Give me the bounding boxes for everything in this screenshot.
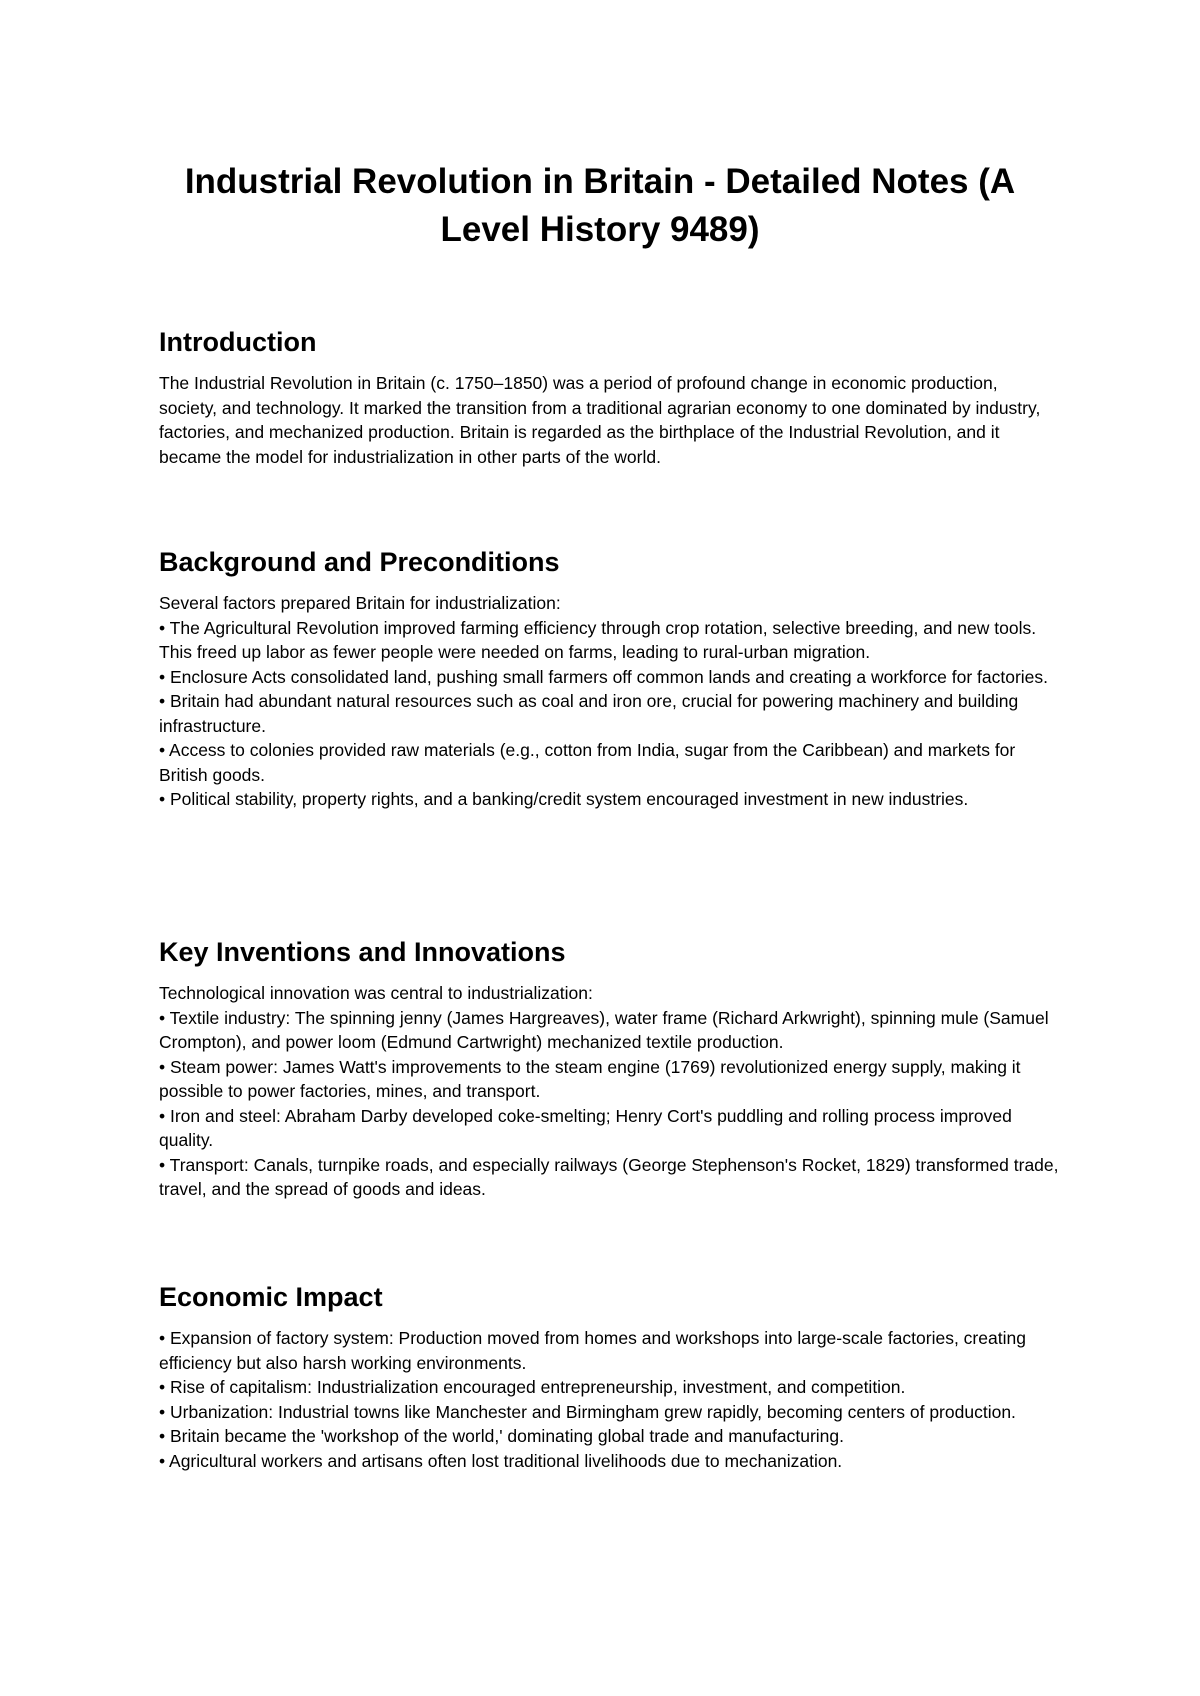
paragraph: Several factors prepared Britain for industrialization: [159,593,561,613]
section-key-inventions [159,935,1059,1202]
bullet-item: • The Agricultural Revolution improved farming efficiency through crop rotation, selective breeding, and new tools. This freed up labor as fewer people were needed on farms, leading to rural-urban migration. [159,617,1037,662]
bullet-item: • Steam power: James Watt's improvements to the steam engine (1769) revolutionized energy supply, making it possible to power factories, mines, and transport. [159,1056,1021,1101]
paragraph: Technological innovation was central to industrialization: [159,983,593,1003]
bullet-item: • Britain had abundant natural resources such as coal and iron ore, crucial for powering machinery and building infrastructure. [159,691,1019,736]
document-title: Industrial Revolution in Britain - Detailed Notes (A Level History 9489) [184,162,1016,249]
section-background-and-preconditions [159,545,1059,812]
bullet-item: • Political stability, property rights, and a banking/credit system encouraged investment in new industries. [159,789,969,809]
section-introduction [159,325,1059,469]
bullet-item: • Britain became the 'workshop of the world,' dominating global trade and manufacturing. [159,1426,845,1446]
section-body [159,1326,1059,1473]
bullet-item: • Iron and steel: Abraham Darby developed coke-smelting; Henry Cort's puddling and rolling process improved quality. [159,1105,1012,1150]
bullet-item: • Urbanization: Industrial towns like Manchester and Birmingham grew rapidly, becoming centers of production. [159,1401,1016,1422]
bullet-item: • Transport: Canals, turnpike roads, and especially railways (George Stephenson's Rocket, 1829) transformed trade, travel, and the spread of goods and ideas. [159,1154,1059,1199]
section-heading: Key Inventions and Innovations [159,937,566,967]
section-body [159,371,1059,469]
bullet-item: • Enclosure Acts consolidated land, pushing small farmers off common lands and creating a workforce for factories. [159,666,1049,687]
bullet-item: • Rise of capitalism: Industrialization encouraged entrepreneurship, investment, and competition. [159,1377,906,1397]
section-heading: Economic Impact [159,1282,383,1312]
paragraph: The Industrial Revolution in Britain (c. 1750–1850) was a period of profound change in economic production, society, and technology. It marked the transition from a traditional agrarian economy to one dominated by industry, factories, and mechanized production. Britain is regarded as the birthplace of the Industrial Revolution, and it became the model for industrialization in other parts of the world. [159,373,1041,467]
section-body [159,591,1059,812]
section-body [159,981,1059,1202]
section-economic-impact [159,1280,1059,1473]
bullet-item: • Expansion of factory system: Production moved from homes and workshops into large-scale factories, creating efficiency but also harsh working environments. [159,1328,1026,1373]
section-heading: Background and Preconditions [159,547,560,577]
bullet-item: • Agricultural workers and artisans often lost traditional livelihoods due to mechanization. [159,1450,843,1471]
section-heading: Introduction [159,327,317,357]
bullet-item: • Access to colonies provided raw materials (e.g., cotton from India, sugar from the Caribbean) and markets for British goods. [159,740,1016,785]
bullet-item: • Textile industry: The spinning jenny (James Hargreaves), water frame (Richard Arkwright), spinning mule (Samuel Crompton), and power loom (Edmund Cartwright) mechanized textile production. [159,1007,1049,1052]
